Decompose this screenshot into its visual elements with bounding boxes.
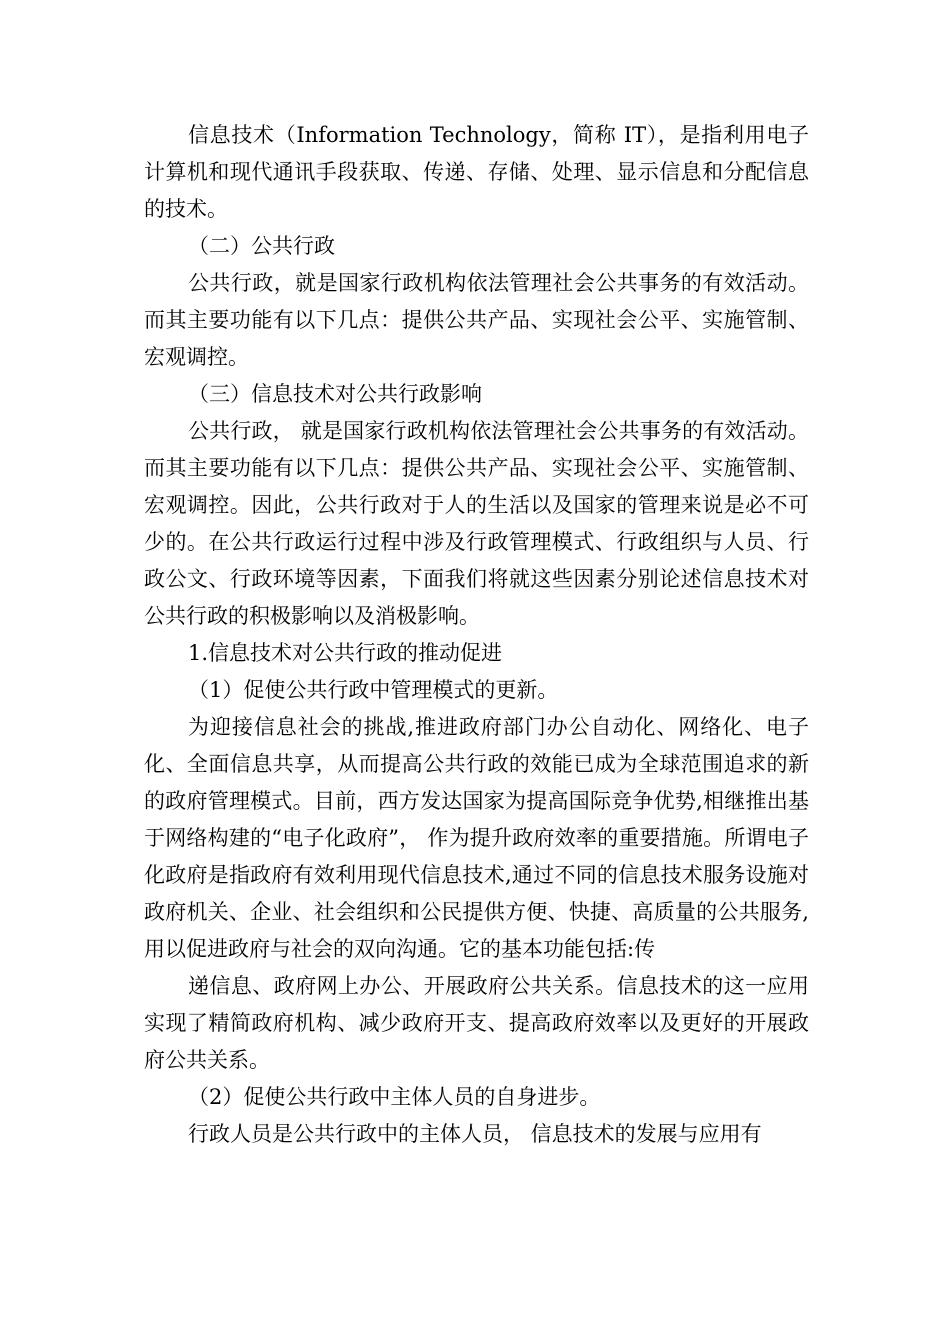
item-heading-management-mode: （1）促使公共行政中管理模式的更新。: [188, 678, 559, 702]
paragraph-it-impact: 公共行政， 就是国家行政机构依法管理社会公共事务的有效活动。而其主要功能有以下几点：提供公共产品、实现社会公平、实施管制、宏观调控。因此，公共行政对于人的生活以及国家的管理来说是必不可少的。在公共行政运行过程中涉及行政管理模式、行政组织与人员、行政公文、行政环境等因素，下面我们将就这些因素分别论述信息技术对公共行政的积极影响以及消极影响。: [144, 419, 809, 628]
item-heading-personnel-progress: （2）促使公共行政中主体人员的自身进步。: [188, 1085, 601, 1109]
section-heading-public-administration: （二）公共行政: [188, 234, 335, 258]
subsection-heading-promotion: 1.信息技术对公共行政的推动促进: [188, 641, 503, 665]
paragraph-it-definition: 信息技术（Information Technology，简称 IT），是指利用电子计算机和现代通讯手段获取、传递、存储、处理、显示信息和分配信息的技术。: [144, 123, 809, 221]
paragraph-e-government-continued: 递信息、政府网上办公、开展政府公共关系。信息技术的这一应用实现了精简政府机构、减少政府开支、提高政府效率以及更好的开展政府公共关系。: [144, 974, 809, 1072]
paragraph-e-government: 为迎接信息社会的挑战,推进政府部门办公自动化、网络化、电子化、全面信息共享，从而提高公共行政的效能已成为全球范围追求的新的政府管理模式。目前，西方发达国家为提高国际竞争优势,相继推出基于网络构建的“电子化政府”， 作为提升政府效率的重要措施。所谓电子化政府是指政府有效利用现代信息技术,通过不同的信息技术服务设施对政府机关、企业、社会组织和公民提供方便、快捷、高质量的公共服务,用以促进政府与社会的双向沟通。它的基本功能包括:传: [144, 715, 809, 961]
section-heading-it-impact: （三）信息技术对公共行政影响: [188, 382, 482, 406]
document-body: [144, 117, 809, 1153]
paragraph-public-administration: 公共行政，就是国家行政机构依法管理社会公共事务的有效活动。而其主要功能有以下几点：提供公共产品、实现社会公平、实施管制、宏观调控。: [144, 271, 809, 369]
paragraph-personnel: 行政人员是公共行政中的主体人员， 信息技术的发展与应用有: [188, 1122, 762, 1146]
